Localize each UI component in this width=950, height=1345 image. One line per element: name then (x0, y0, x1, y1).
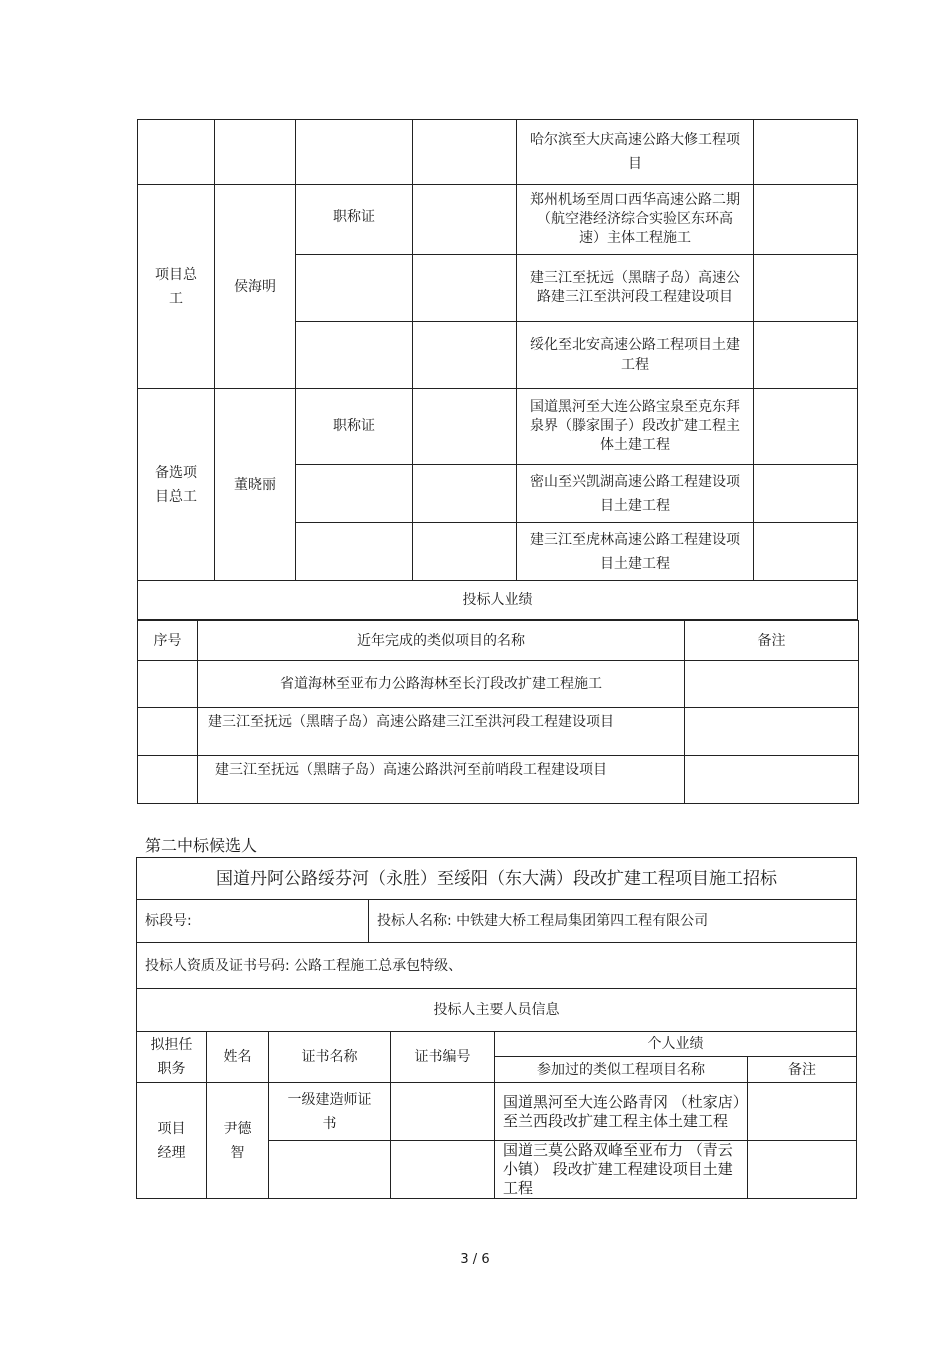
table-row (138, 756, 859, 804)
candidate-info-table (136, 857, 857, 1032)
header-projects: 参加过的类似工程项目名称 (495, 1057, 748, 1083)
section-heading: 第二中标候选人 (145, 836, 258, 855)
cert-cell: 职称证 (296, 185, 413, 255)
header-remark: 备注 (748, 1057, 857, 1083)
performance-table (137, 620, 859, 804)
header-role: 拟担任职务 (137, 1032, 207, 1083)
name-cell: 尹德智 (207, 1083, 269, 1199)
project-name-cell: 省道海林至亚布力公路海林至长汀段改扩建工程施工 (198, 661, 685, 708)
project-name-cell: 建三江至抚远（黑瞎子岛）高速公路建三江至洪河段工程建设项目 (198, 708, 685, 756)
header-cell: 备注 (685, 621, 859, 661)
page-number: 3 / 6 (460, 1252, 490, 1267)
project-cell: 建三江至抚远（黑瞎子岛）高速公路建三江至洪河段工程建设项目 (517, 255, 754, 322)
project-cell: 绥化至北安高速公路工程项目土建工程 (517, 322, 754, 389)
name-cell: 侯海明 (215, 185, 296, 389)
section-number-label: 标段号: (137, 900, 369, 943)
tender-title: 国道丹阿公路绥芬河（永胜）至绥阳（东大满）段改扩建工程项目施工招标 (137, 858, 857, 900)
project-name-cell: 建三江至抚远（黑瞎子岛）高速公路洪河至前哨段工程建设项目 (198, 756, 685, 804)
header-cert-number: 证书编号 (391, 1032, 495, 1083)
header-cell: 近年完成的类似项目的名称 (198, 621, 685, 661)
staff-table (136, 1031, 857, 1199)
personnel-table (137, 119, 858, 620)
name-cell: 董晓丽 (215, 389, 296, 581)
table-row (138, 661, 859, 708)
project-cell: 国道三莫公路双峰至亚布力 （青云小镇） 段改扩建工程建设项目土建工程 (495, 1141, 748, 1199)
project-cell: 郑州机场至周口西华高速公路二期（航空港经济综合实验区东环高速）主体工程施工 (517, 185, 754, 255)
table-row (138, 708, 859, 756)
project-cell: 哈尔滨至大庆高速公路大修工程项目 (517, 120, 754, 185)
project-cell: 建三江至虎林高速公路工程建设项目土建工程 (517, 523, 754, 581)
cert-cell: 一级建造师证书 (269, 1083, 391, 1141)
header-name: 姓名 (207, 1032, 269, 1083)
header-personal-performance: 个人业绩 (495, 1032, 857, 1057)
cert-cell: 职称证 (296, 389, 413, 465)
bidder-name: 投标人名称: 中铁建大桥工程局集团第四工程有限公司 (369, 900, 857, 943)
section-header: 投标人业绩 (138, 581, 858, 620)
header-cert-name: 证书名称 (269, 1032, 391, 1083)
bidder-qualification: 投标人资质及证书号码: 公路工程施工总承包特级、 (137, 943, 857, 989)
project-cell: 密山至兴凯湖高速公路工程建设项目土建工程 (517, 465, 754, 523)
role-cell: 项目经理 (137, 1083, 207, 1199)
role-cell: 项目总工 (138, 185, 215, 389)
role-cell: 备选项目总工 (138, 389, 215, 581)
header-cell: 序号 (138, 621, 198, 661)
staff-info-header: 投标人主要人员信息 (137, 989, 857, 1032)
project-cell: 国道黑河至大连公路宝泉至克东拜泉界（滕家围子）段改扩建工程主体土建工程 (517, 389, 754, 465)
project-cell: 国道黑河至大连公路青冈 （杜家店）至兰西段改扩建工程主体土建工程 (495, 1083, 748, 1141)
